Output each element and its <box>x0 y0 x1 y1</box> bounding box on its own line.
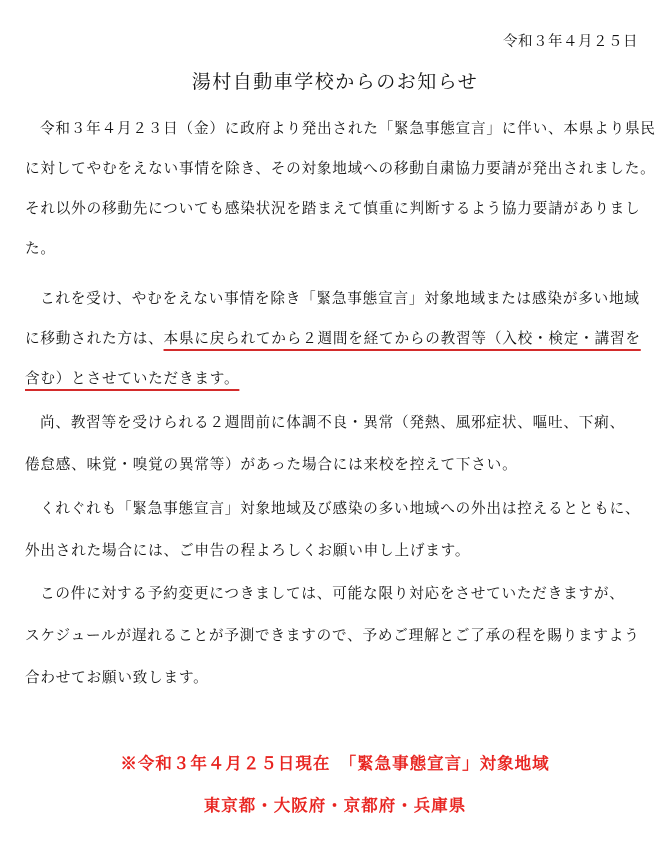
paragraph-2-lead-text: に移動された方は、 <box>25 330 164 347</box>
paragraph-1-line-4: た。 <box>25 240 56 257</box>
notice-heading: ※令和３年４月２５日現在 「緊急事態宣言」対象地域 <box>120 754 550 773</box>
issue-date: 令和３年４月２５日 <box>503 34 638 50</box>
paragraph-5-line-2: スケジュールが遅れることが予測できますので、予めご理解とご了承の程を賜りますよう <box>25 627 640 644</box>
paragraph-4-line-2: 外出された場合には、ご申告の程よろしくお願い申し上げます。 <box>25 542 471 559</box>
paragraph-3-line-2: 倦怠感、味覚・嗅覚の異常等）があった場合には来校を控えて下さい。 <box>25 456 518 473</box>
paragraph-4-line-1: くれぐれも「緊急事態宣言」対象地域及び感染の多い地域への外出は控えるとともに、 <box>40 500 641 517</box>
paragraph-1-line-3: それ以外の移動先についても感染状況を踏まえて慎重に判断するよう協力要請がありまし <box>25 200 641 217</box>
paragraph-3-line-1: 尚、教習等を受けられる２週間前に体調不良・異常（発熱、風邪症状、嘔吐、下痢、 <box>40 414 625 431</box>
paragraph-5-line-1: この件に対する予約変更につきましては、可能な限り対応をさせていただきますが、 <box>40 585 625 602</box>
paragraph-5-line-3: 合わせてお願い致します。 <box>25 669 209 686</box>
paragraph-2-line-3 <box>25 367 239 388</box>
paragraph-2-line-1: これを受け、やむをえない事情を除き「緊急事態宣言」対象地域または感染が多い地域 <box>40 290 640 307</box>
paragraph-2-line-2 <box>25 327 641 348</box>
page-title: 湯村自動車学校からのお知らせ <box>191 71 479 93</box>
paragraph-1-line-2: に対してやむをえない事情を除き、その対象地域への移動自粛協力要請が発出されました。 <box>25 160 656 177</box>
underlined-emphasis-text-end: 含む）とさせていただきます。 <box>25 370 240 387</box>
paragraph-1-line-1: 令和３年４月２３日（金）に政府より発出された「緊急事態宣言」に伴い、本県より県民 <box>40 120 656 137</box>
underlined-emphasis-text: 本県に戻られてから２週間を経てからの教習等（入校・検定・講習を <box>163 330 641 347</box>
notice-target-areas: 東京都・大阪府・京都府・兵庫県 <box>203 796 467 815</box>
